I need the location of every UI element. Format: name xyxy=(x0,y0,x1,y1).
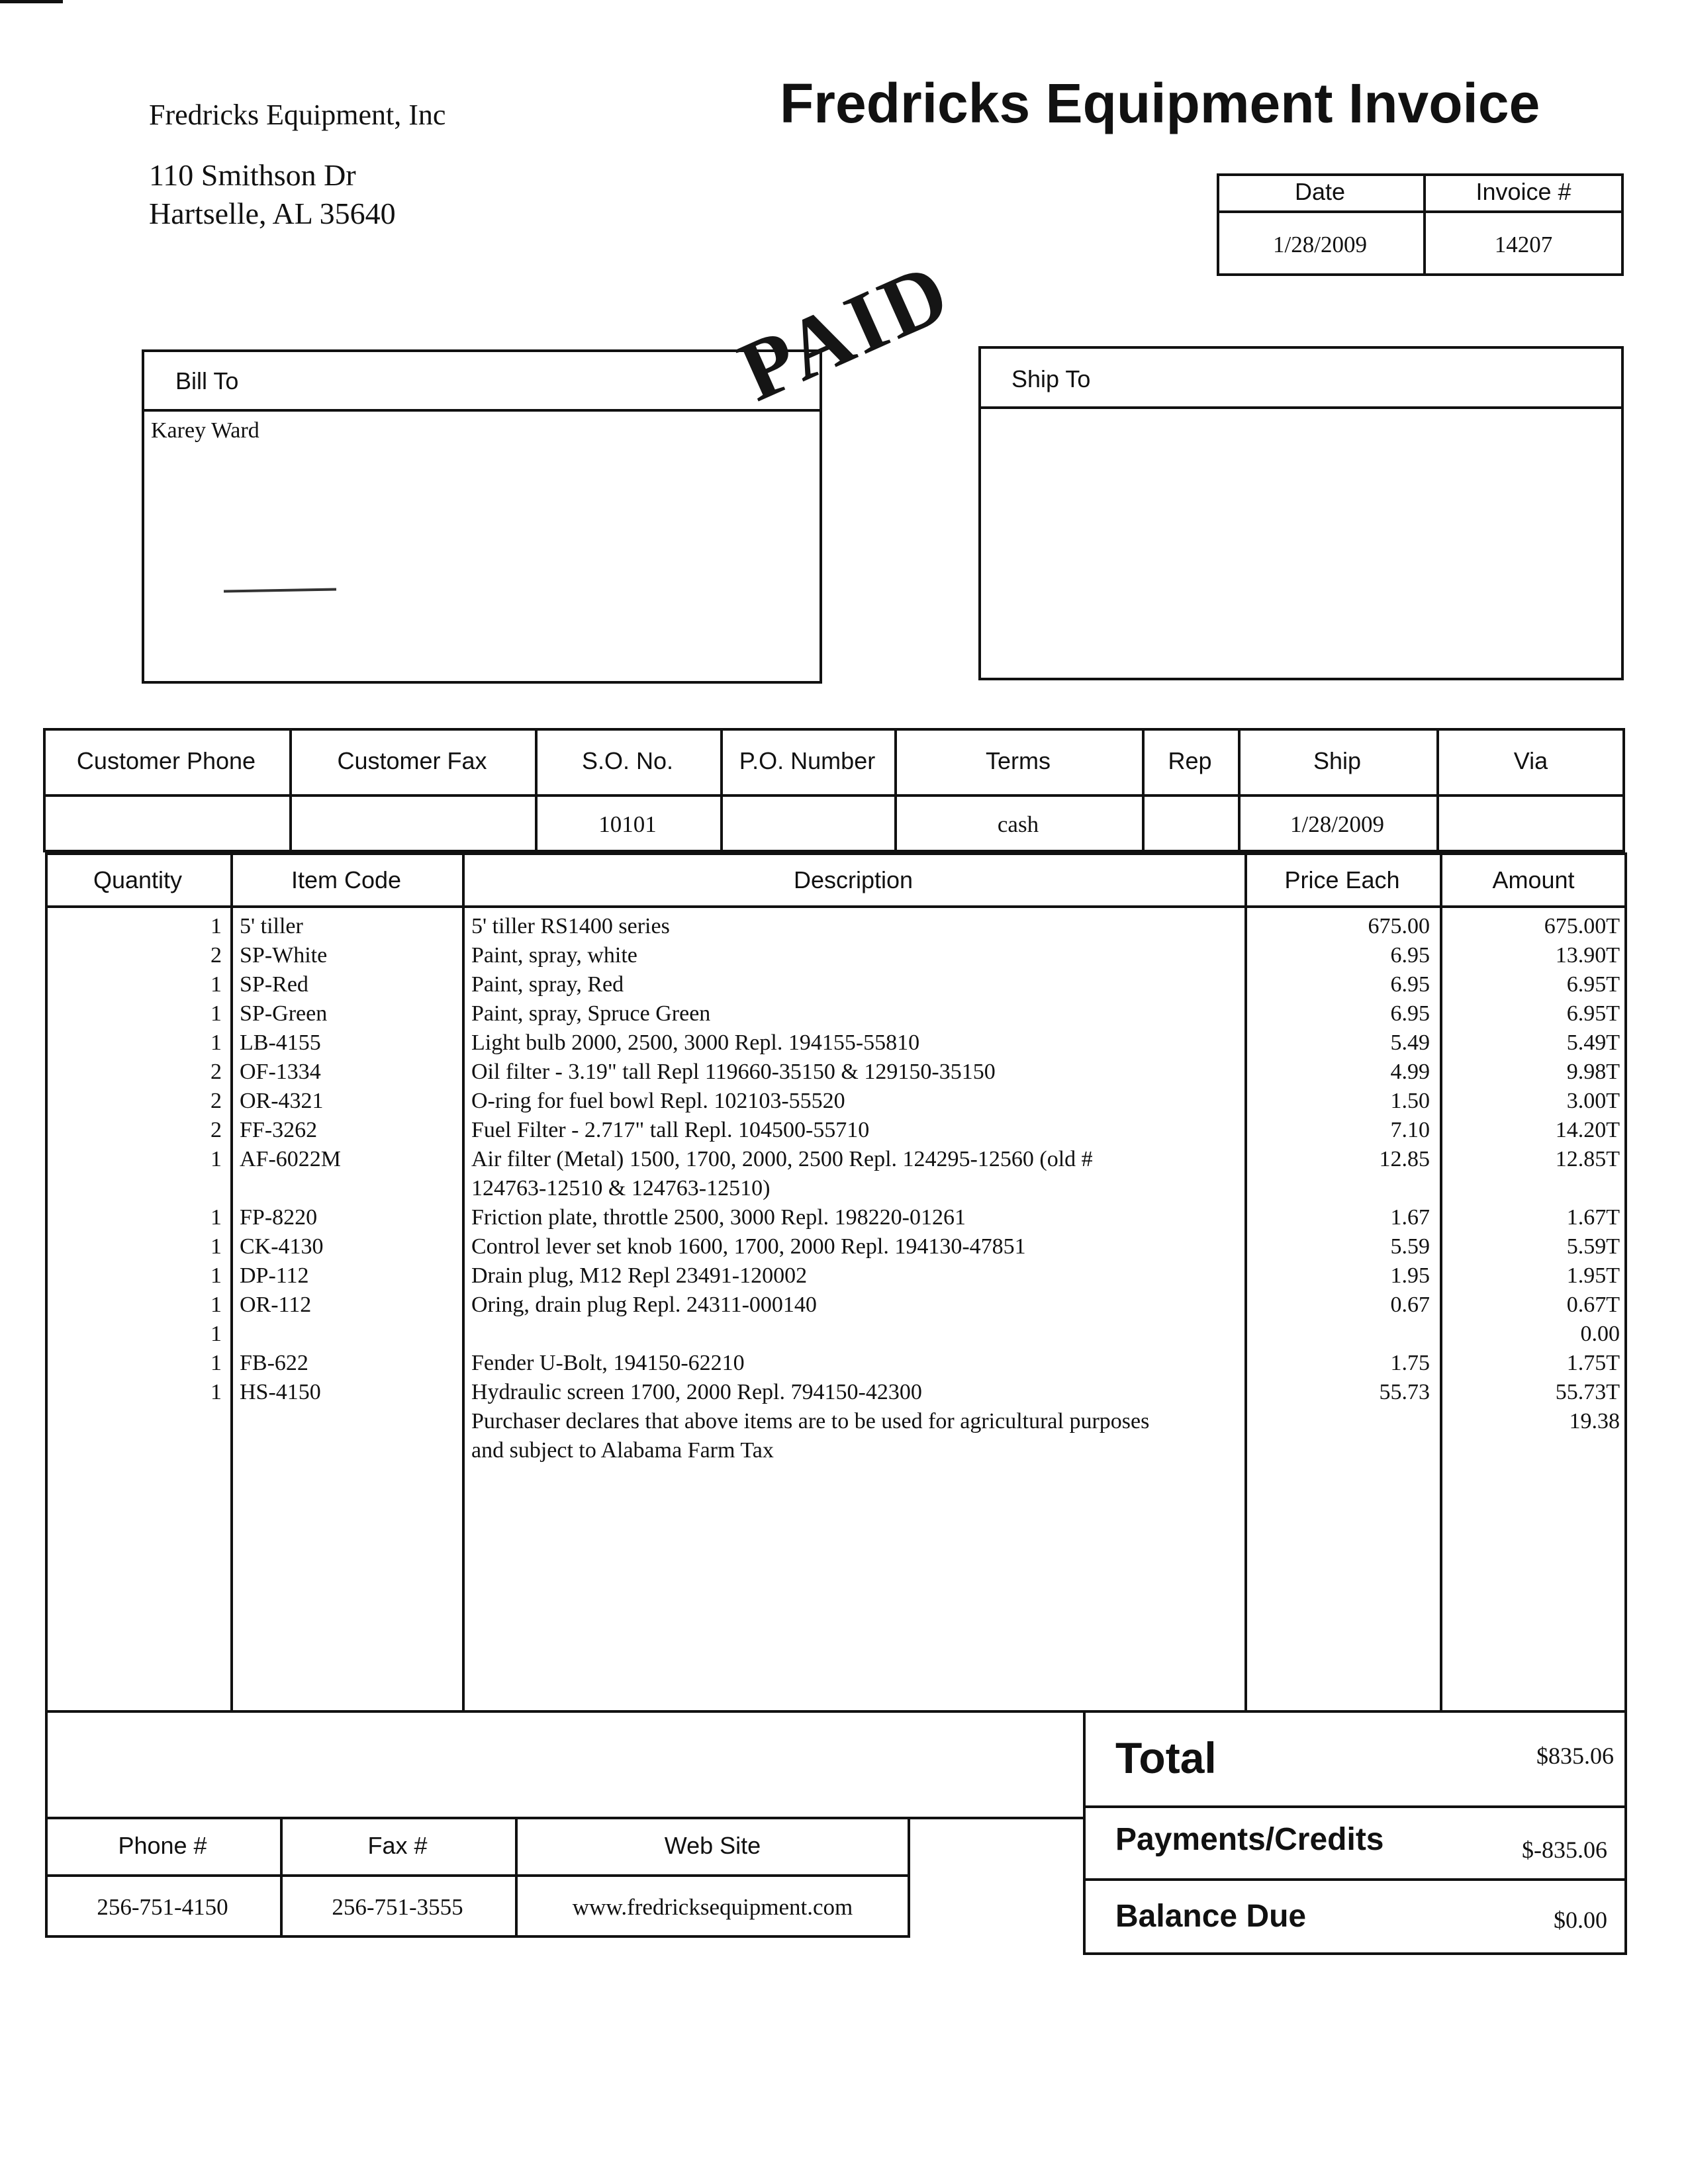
total-label: Total xyxy=(1115,1733,1217,1782)
invoice-number-label: Invoice # xyxy=(1476,178,1571,205)
item-price: 55.73 xyxy=(1379,1380,1430,1404)
ship-header: Ship xyxy=(1313,747,1362,774)
fax-number: 256-751-3555 xyxy=(332,1894,463,1920)
item-amount: 55.73T xyxy=(1555,1380,1620,1404)
paid-stamp: PAID xyxy=(726,243,966,420)
item-qty: 2 xyxy=(211,1118,222,1142)
item-description: Fuel Filter - 2.717" tall Repl. 104500-55710 xyxy=(471,1118,870,1142)
item-amount: 675.00T xyxy=(1544,914,1620,938)
item-qty: 1 xyxy=(211,1147,222,1171)
company-name: Fredricks Equipment, Inc xyxy=(149,99,446,131)
item-amount: 6.95T xyxy=(1566,972,1620,997)
item-code: 5' tiller xyxy=(240,914,303,938)
item-price: 6.95 xyxy=(1390,1001,1430,1026)
date-label: Date xyxy=(1294,178,1346,205)
item-amount: 0.00 xyxy=(1580,1322,1620,1346)
item-price: 5.49 xyxy=(1390,1030,1430,1055)
balance-due-value: $0.00 xyxy=(1554,1907,1607,1933)
fax-label: Fax # xyxy=(367,1831,428,1859)
item-amount: 3.00T xyxy=(1566,1089,1620,1113)
price-each-header: Price Each xyxy=(1284,866,1400,893)
item-price: 1.50 xyxy=(1390,1089,1430,1113)
item-description: O-ring for fuel bowl Repl. 102103-55520 xyxy=(471,1089,845,1113)
customer-phone-header: Customer Phone xyxy=(76,747,256,774)
item-qty: 2 xyxy=(211,1089,222,1113)
item-description: Fender U-Bolt, 194150-62210 xyxy=(471,1351,745,1375)
item-code: AF-6022M xyxy=(240,1147,342,1171)
customer-phone-value xyxy=(43,797,289,852)
item-amount: 1.67T xyxy=(1566,1205,1620,1230)
rep-header: Rep xyxy=(1168,747,1212,774)
item-code: FB-622 xyxy=(240,1351,308,1375)
item-amount: 6.95T xyxy=(1566,1001,1620,1026)
item-qty: 1 xyxy=(211,1001,222,1026)
item-code: SP-White xyxy=(240,943,328,968)
terms-header: Terms xyxy=(986,747,1051,774)
item-qty: 1 xyxy=(211,914,222,938)
item-code: DP-112 xyxy=(240,1263,309,1288)
item-qty: 2 xyxy=(211,943,222,968)
item-amount: 13.90T xyxy=(1555,943,1620,968)
total-value: $835.06 xyxy=(1536,1743,1614,1769)
item-description: 5' tiller RS1400 series xyxy=(471,914,670,938)
company-address-line2: Hartselle, AL 35640 xyxy=(149,197,396,230)
item-qty: 1 xyxy=(211,1030,222,1055)
item-code: OF-1334 xyxy=(240,1060,321,1084)
item-price: 12.85 xyxy=(1379,1147,1430,1171)
tax-declaration-continued: and subject to Alabama Farm Tax xyxy=(471,1438,774,1463)
item-description: Paint, spray, white xyxy=(471,943,637,968)
item-code: CK-4130 xyxy=(240,1234,324,1259)
item-qty: 1 xyxy=(211,1234,222,1259)
item-code: OR-112 xyxy=(240,1293,312,1317)
item-amount: 14.20T xyxy=(1555,1118,1620,1142)
item-amount: 1.95T xyxy=(1566,1263,1620,1288)
item-code-header: Item Code xyxy=(291,866,402,893)
item-price: 6.95 xyxy=(1390,972,1430,997)
amount-header: Amount xyxy=(1492,866,1575,893)
invoice-number: 14207 xyxy=(1494,231,1553,257)
item-amount: 9.98T xyxy=(1566,1060,1620,1084)
item-price: 1.75 xyxy=(1390,1351,1430,1375)
website-label: Web Site xyxy=(664,1831,761,1859)
bill-to-name: Karey Ward xyxy=(151,418,259,443)
item-amount: 5.49T xyxy=(1566,1030,1620,1055)
ship-date-value: 1/28/2009 xyxy=(1290,811,1384,837)
item-code: HS-4150 xyxy=(240,1380,321,1404)
terms-value: cash xyxy=(997,811,1039,837)
rep-value xyxy=(1142,797,1238,852)
item-description: Paint, spray, Spruce Green xyxy=(471,1001,711,1026)
item-qty: 1 xyxy=(211,1263,222,1288)
item-description: Oring, drain plug Repl. 24311-000140 xyxy=(471,1293,817,1317)
item-description: Hydraulic screen 1700, 2000 Repl. 794150-42300 xyxy=(471,1380,922,1404)
page-title: Fredricks Equipment Invoice xyxy=(780,72,1540,134)
item-description: Drain plug, M12 Repl 23491-120002 xyxy=(471,1263,808,1288)
item-description: Air filter (Metal) 1500, 1700, 2000, 2500 Repl. 124295-12560 (old # xyxy=(471,1147,1093,1171)
item-description: Control lever set knob 1600, 1700, 2000 Repl. 194130-47851 xyxy=(471,1234,1026,1259)
item-price: 5.59 xyxy=(1390,1234,1430,1259)
item-code: SP-Green xyxy=(240,1001,328,1026)
po-number-header: P.O. Number xyxy=(739,747,876,774)
item-qty: 2 xyxy=(211,1060,222,1084)
item-price: 675.00 xyxy=(1368,914,1430,938)
tax-amount: 19.38 xyxy=(1569,1409,1620,1433)
item-price: 1.95 xyxy=(1390,1263,1430,1288)
customer-fax-header: Customer Fax xyxy=(337,747,487,774)
po-number-value xyxy=(720,797,894,852)
ship-to-label: Ship To xyxy=(1011,365,1091,392)
payments-credits-label: Payments/Credits xyxy=(1115,1822,1384,1857)
item-qty: 1 xyxy=(211,1205,222,1230)
item-amount: 1.75T xyxy=(1566,1351,1620,1375)
item-qty: 1 xyxy=(211,1293,222,1317)
item-amount: 12.85T xyxy=(1555,1147,1620,1171)
payments-credits-value: $-835.06 xyxy=(1522,1837,1607,1863)
balance-due-label: Balance Due xyxy=(1115,1899,1307,1934)
item-code: FP-8220 xyxy=(240,1205,318,1230)
website-link[interactable]: www.fredricksequipment.com xyxy=(572,1894,853,1920)
item-price: 1.67 xyxy=(1390,1205,1430,1230)
so-number-value: 10101 xyxy=(598,811,657,837)
item-description: Friction plate, throttle 2500, 3000 Repl. 198220-01261 xyxy=(471,1205,966,1230)
item-code: OR-4321 xyxy=(240,1089,324,1113)
bill-to-box xyxy=(142,349,822,684)
item-description: Oil filter - 3.19" tall Repl 119660-35150 & 129150-35150 xyxy=(471,1060,996,1084)
tax-declaration: Purchaser declares that above items are to be used for agricultural purposes xyxy=(471,1409,1150,1433)
item-qty: 1 xyxy=(211,1322,222,1346)
footer-notes-area xyxy=(45,1710,1086,1819)
item-qty: 1 xyxy=(211,1351,222,1375)
item-amount: 0.67T xyxy=(1566,1293,1620,1317)
via-header: Via xyxy=(1513,747,1548,774)
item-code: FF-3262 xyxy=(240,1118,318,1142)
item-description: Light bulb 2000, 2500, 3000 Repl. 194155-55810 xyxy=(471,1030,920,1055)
item-qty: 1 xyxy=(211,1380,222,1404)
description-header: Description xyxy=(793,866,914,893)
item-price: 4.99 xyxy=(1390,1060,1430,1084)
item-price: 7.10 xyxy=(1390,1118,1430,1142)
item-price: 6.95 xyxy=(1390,943,1430,968)
item-amount: 5.59T xyxy=(1566,1234,1620,1259)
phone-number: 256-751-4150 xyxy=(97,1894,228,1920)
item-description-continued: 124763-12510 & 124763-12510) xyxy=(471,1176,771,1201)
via-value xyxy=(1436,797,1625,852)
customer-fax-value xyxy=(289,797,535,852)
so-number-header: S.O. No. xyxy=(581,747,674,774)
phone-label: Phone # xyxy=(118,1831,207,1859)
bill-to-label: Bill To xyxy=(175,367,239,394)
item-code: SP-Red xyxy=(240,972,308,997)
item-qty: 1 xyxy=(211,972,222,997)
invoice-date: 1/28/2009 xyxy=(1273,231,1367,257)
item-price: 0.67 xyxy=(1390,1293,1430,1317)
ship-to-box xyxy=(978,346,1624,680)
item-code: LB-4155 xyxy=(240,1030,321,1055)
scan-mark xyxy=(0,0,63,3)
company-address-line1: 110 Smithson Dr xyxy=(149,158,356,192)
item-description: Paint, spray, Red xyxy=(471,972,624,997)
quantity-header: Quantity xyxy=(93,866,183,893)
